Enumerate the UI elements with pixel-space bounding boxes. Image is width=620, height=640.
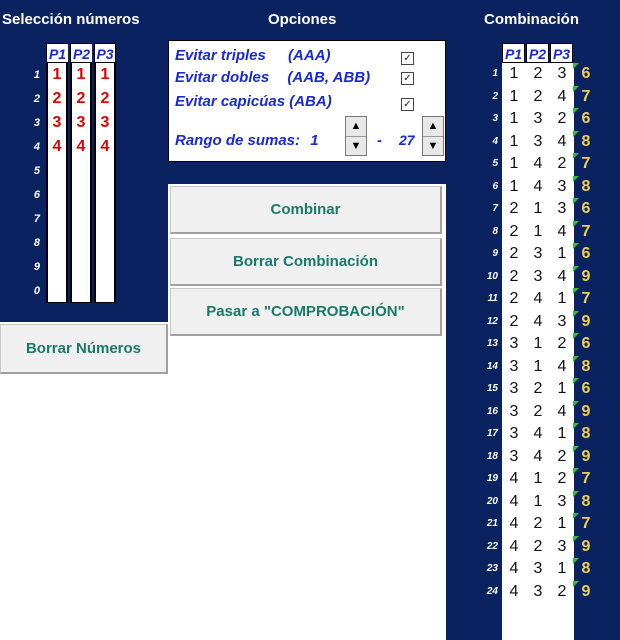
combination-cell: 2	[533, 87, 543, 105]
combination-sum: 9	[581, 267, 591, 285]
combination-row-number: 21	[486, 518, 498, 529]
combination-cell: 1	[533, 357, 543, 375]
combination-sum: 7	[581, 155, 591, 172]
to-check-button[interactable]: Pasar a "COMPROBACIÓN"	[170, 288, 442, 336]
combination-cell: 1	[557, 380, 567, 397]
combination-row-number: 17	[486, 428, 498, 439]
combination-row	[476, 378, 620, 401]
combination-row-number: 9	[492, 248, 498, 259]
combination-row	[476, 468, 620, 491]
selection-cell[interactable]	[94, 207, 116, 231]
selection-cell[interactable]	[46, 279, 68, 303]
combination-row	[476, 176, 620, 199]
combination-cell: 2	[557, 447, 567, 465]
combination-cell: 2	[557, 335, 567, 352]
combination-cell: 1	[533, 335, 543, 352]
combination-cell: 3	[509, 335, 519, 352]
combination-row-number: 12	[486, 315, 498, 327]
combination-sum: 9	[581, 537, 591, 555]
combination-cell: 3	[557, 200, 567, 217]
combination-row	[476, 581, 620, 604]
selection-cell[interactable]	[46, 183, 68, 207]
selection-row-label: 1	[33, 69, 40, 81]
combination-sum: 8	[581, 177, 591, 195]
combination-cell: 2	[509, 290, 519, 307]
sum-min-value[interactable]: 1	[310, 132, 319, 149]
combination-col-header: P2	[526, 43, 549, 63]
avoid-doubles-label: Evitar dobles (AAB, ABB)	[175, 69, 371, 86]
selection-cell[interactable]	[70, 255, 92, 279]
selection-cell[interactable]	[70, 183, 92, 207]
selection-col-header: P3	[94, 43, 116, 63]
combination-cell: 2	[557, 470, 567, 487]
combination-cell: 3	[509, 357, 519, 375]
options-header: Opciones	[268, 11, 337, 28]
combination-row-number: 11	[487, 293, 498, 304]
combination-cell: 3	[533, 560, 543, 577]
combination-row	[476, 401, 620, 424]
combination-cell: 3	[557, 537, 567, 555]
combination-sum: 9	[581, 312, 591, 330]
combination-sum: 6	[581, 380, 591, 397]
combination-sum: 8	[581, 357, 591, 375]
selection-cell[interactable]: 2	[52, 90, 62, 107]
combination-row-number: 5	[492, 158, 498, 169]
combination-col-header: P1	[502, 43, 525, 63]
combination-row	[476, 243, 620, 266]
combine-button[interactable]: Combinar	[170, 186, 442, 234]
combination-row-number: 13	[486, 338, 498, 349]
combination-cell: 1	[509, 155, 519, 172]
selection-cell[interactable]: 4	[52, 138, 62, 155]
avoid-triples-checkbox[interactable]: ✓	[401, 52, 414, 65]
combination-row	[476, 491, 620, 514]
combination-cell: 1	[557, 425, 567, 442]
combination-cell: 3	[557, 65, 567, 82]
combination-cell: 4	[533, 155, 543, 172]
combination-cell: 4	[533, 290, 543, 307]
combination-sum: 9	[581, 402, 591, 420]
spin-down-icon[interactable]: ▼	[427, 140, 439, 152]
combination-row-number: 8	[492, 225, 498, 237]
selection-cell[interactable]: 2	[76, 90, 86, 107]
combination-cell: 1	[533, 222, 543, 240]
combination-row-number: 15	[486, 383, 498, 394]
combination-cell: 3	[557, 312, 567, 330]
combination-sum: 6	[581, 335, 591, 352]
combination-cell: 2	[509, 267, 519, 285]
combination-row	[476, 266, 620, 289]
combination-row-number: 3	[492, 113, 498, 124]
clear-combination-button[interactable]: Borrar Combinación	[170, 238, 442, 286]
combination-row	[476, 221, 620, 244]
combination-row-number: 2	[492, 90, 498, 102]
spin-down-icon[interactable]: ▼	[350, 140, 362, 152]
combination-cell: 2	[557, 582, 567, 600]
combination-cell: 2	[533, 380, 543, 397]
combination-row-number: 1	[492, 68, 498, 79]
selection-row-label: 7	[33, 213, 40, 225]
selection-cell[interactable]	[94, 183, 116, 207]
selection-row-label: 5	[33, 165, 40, 177]
selection-row-label: 4	[33, 141, 40, 153]
combination-cell: 3	[533, 110, 543, 127]
combination-cell: 2	[557, 155, 567, 172]
avoid-triples-label: Evitar triples (AAA)	[175, 47, 331, 64]
selection-cell[interactable]	[46, 255, 68, 279]
combination-row-number: 10	[486, 270, 498, 282]
combination-cell: 4	[509, 470, 519, 487]
sum-max-value[interactable]: 27	[399, 132, 415, 148]
combination-cell: 4	[509, 537, 519, 555]
combination-cell: 3	[509, 380, 519, 397]
combination-cell: 4	[557, 357, 567, 375]
combination-cell: 4	[557, 402, 567, 420]
spin-up-icon[interactable]: ▲	[423, 117, 443, 137]
combination-cell: 1	[509, 110, 519, 127]
selection-cell[interactable]: 1	[76, 66, 86, 83]
combination-cell: 3	[509, 447, 519, 465]
combination-sum: 8	[581, 492, 591, 510]
combination-cell: 4	[509, 582, 519, 600]
selection-cell[interactable]: 4	[76, 138, 86, 155]
combination-sum: 6	[581, 200, 591, 217]
combination-row	[476, 288, 620, 311]
combination-cell: 1	[557, 290, 567, 307]
combination-row	[476, 198, 620, 221]
combination-cell: 1	[533, 200, 543, 217]
combination-cell: 4	[509, 492, 519, 510]
combination-cell: 4	[533, 447, 543, 465]
combination-cell: 2	[509, 200, 519, 217]
selection-cell[interactable]: 3	[76, 114, 86, 131]
combination-row-number: 16	[486, 405, 498, 417]
combination-sum: 6	[581, 110, 591, 127]
combination-sum: 7	[581, 222, 591, 240]
selection-cell[interactable]	[46, 159, 68, 183]
combination-cell: 2	[533, 515, 543, 532]
selection-cell[interactable]: 3	[52, 114, 62, 131]
combination-sum: 6	[581, 65, 591, 82]
selection-cell[interactable]	[70, 231, 92, 255]
selection-cell[interactable]	[94, 159, 116, 183]
combination-sum: 9	[581, 447, 591, 465]
combination-cell: 2	[509, 222, 519, 240]
sum-separator: -	[377, 132, 382, 149]
selection-cell[interactable]: 2	[100, 90, 110, 107]
combination-row-number: 24	[486, 585, 498, 597]
combination-sum: 7	[581, 470, 591, 487]
combination-cell: 1	[509, 132, 519, 150]
options-box	[168, 40, 446, 162]
combination-sum: 8	[581, 132, 591, 150]
selection-cell[interactable]	[70, 159, 92, 183]
combination-sum: 7	[581, 87, 591, 105]
combination-cell: 1	[509, 65, 519, 82]
combination-cell: 3	[533, 132, 543, 150]
combination-row	[476, 108, 620, 131]
combination-row	[476, 153, 620, 176]
avoid-palindromes-checkbox[interactable]: ✓	[401, 98, 414, 111]
combination-row-number: 6	[492, 180, 498, 192]
selection-cell[interactable]: 4	[100, 138, 110, 155]
selection-row-label: 6	[33, 189, 40, 201]
combination-cell: 3	[509, 402, 519, 420]
selection-row-label: 2	[33, 93, 40, 105]
combination-cell: 2	[533, 65, 543, 82]
selection-cell[interactable]	[70, 279, 92, 303]
combination-cell: 1	[557, 515, 567, 532]
selection-cell[interactable]	[94, 255, 116, 279]
sum-range-label: Rango de sumas: 1	[175, 132, 319, 149]
combination-cell: 2	[533, 537, 543, 555]
combination-cell: 2	[533, 402, 543, 420]
combination-header: Combinación	[484, 11, 580, 28]
selection-col-header: P2	[70, 43, 92, 63]
selection-cell[interactable]	[70, 207, 92, 231]
selection-header: Selección números	[2, 11, 140, 28]
combination-cell: 4	[533, 177, 543, 195]
combination-cell: 1	[557, 560, 567, 577]
combination-row	[476, 423, 620, 446]
combination-cell: 1	[509, 177, 519, 195]
combination-sum: 6	[581, 245, 591, 262]
combination-row	[476, 356, 620, 379]
combination-row	[476, 86, 620, 109]
combination-cell: 3	[557, 492, 567, 510]
combination-cell: 3	[533, 582, 543, 600]
selection-cell[interactable]: 1	[100, 66, 110, 83]
combination-row-number: 4	[492, 135, 498, 147]
combination-cell: 4	[557, 132, 567, 150]
combination-cell: 3	[533, 267, 543, 285]
combination-cell: 1	[533, 492, 543, 510]
combination-col-header: P3	[550, 43, 573, 63]
combination-cell: 4	[557, 87, 567, 105]
combination-row	[476, 63, 620, 86]
combination-row-number: 22	[486, 540, 498, 552]
combination-row-number: 23	[486, 563, 498, 574]
selection-row-label: 8	[33, 237, 40, 249]
combination-row-number: 7	[492, 203, 498, 214]
combination-row	[476, 333, 620, 356]
combination-cell: 4	[557, 267, 567, 285]
combination-cell: 4	[509, 560, 519, 577]
selection-cell[interactable]: 3	[100, 114, 110, 131]
combination-cell: 4	[533, 312, 543, 330]
selection-col-header: P1	[46, 43, 68, 63]
selection-cell[interactable]: 1	[52, 66, 62, 83]
combination-sum: 8	[581, 560, 591, 577]
combination-row-number: 19	[486, 473, 498, 484]
combination-sum: 8	[581, 425, 591, 442]
clear-numbers-button[interactable]: Borrar Números	[0, 324, 168, 374]
combination-cell: 3	[533, 245, 543, 262]
selection-row-label: 0	[33, 285, 40, 297]
selection-cell[interactable]	[46, 207, 68, 231]
combination-cell: 1	[509, 87, 519, 105]
combination-cell: 2	[509, 245, 519, 262]
combination-cell: 3	[557, 177, 567, 195]
spin-up-icon[interactable]: ▲	[346, 117, 366, 137]
selection-row-label: 9	[33, 261, 40, 273]
combination-cell: 2	[509, 312, 519, 330]
combination-row	[476, 536, 620, 559]
combination-sum: 9	[581, 582, 591, 600]
combination-row	[476, 446, 620, 469]
sum-max-spinner[interactable]	[422, 116, 444, 156]
avoid-doubles-checkbox[interactable]: ✓	[401, 72, 414, 85]
combination-sum: 7	[581, 515, 591, 532]
combination-cell: 1	[557, 245, 567, 262]
combination-row	[476, 311, 620, 334]
combination-row-number: 14	[486, 360, 498, 372]
combination-cell: 3	[509, 425, 519, 442]
combination-row-number: 18	[486, 450, 498, 462]
selection-cell[interactable]	[46, 231, 68, 255]
combination-cell: 1	[533, 470, 543, 487]
combination-cell: 2	[557, 110, 567, 127]
combination-row	[476, 558, 620, 581]
avoid-palindromes-label: Evitar capicúas (ABA)	[175, 93, 332, 110]
combination-sum: 7	[581, 290, 591, 307]
combination-row	[476, 513, 620, 536]
combination-row	[476, 131, 620, 154]
sum-min-spinner[interactable]	[345, 116, 367, 156]
selection-cell[interactable]	[94, 231, 116, 255]
combination-cell: 4	[509, 515, 519, 532]
selection-row-label: 3	[33, 117, 40, 129]
combination-cell: 4	[533, 425, 543, 442]
combination-row-number: 20	[486, 495, 498, 507]
combination-cell: 4	[557, 222, 567, 240]
selection-cell[interactable]	[94, 279, 116, 303]
